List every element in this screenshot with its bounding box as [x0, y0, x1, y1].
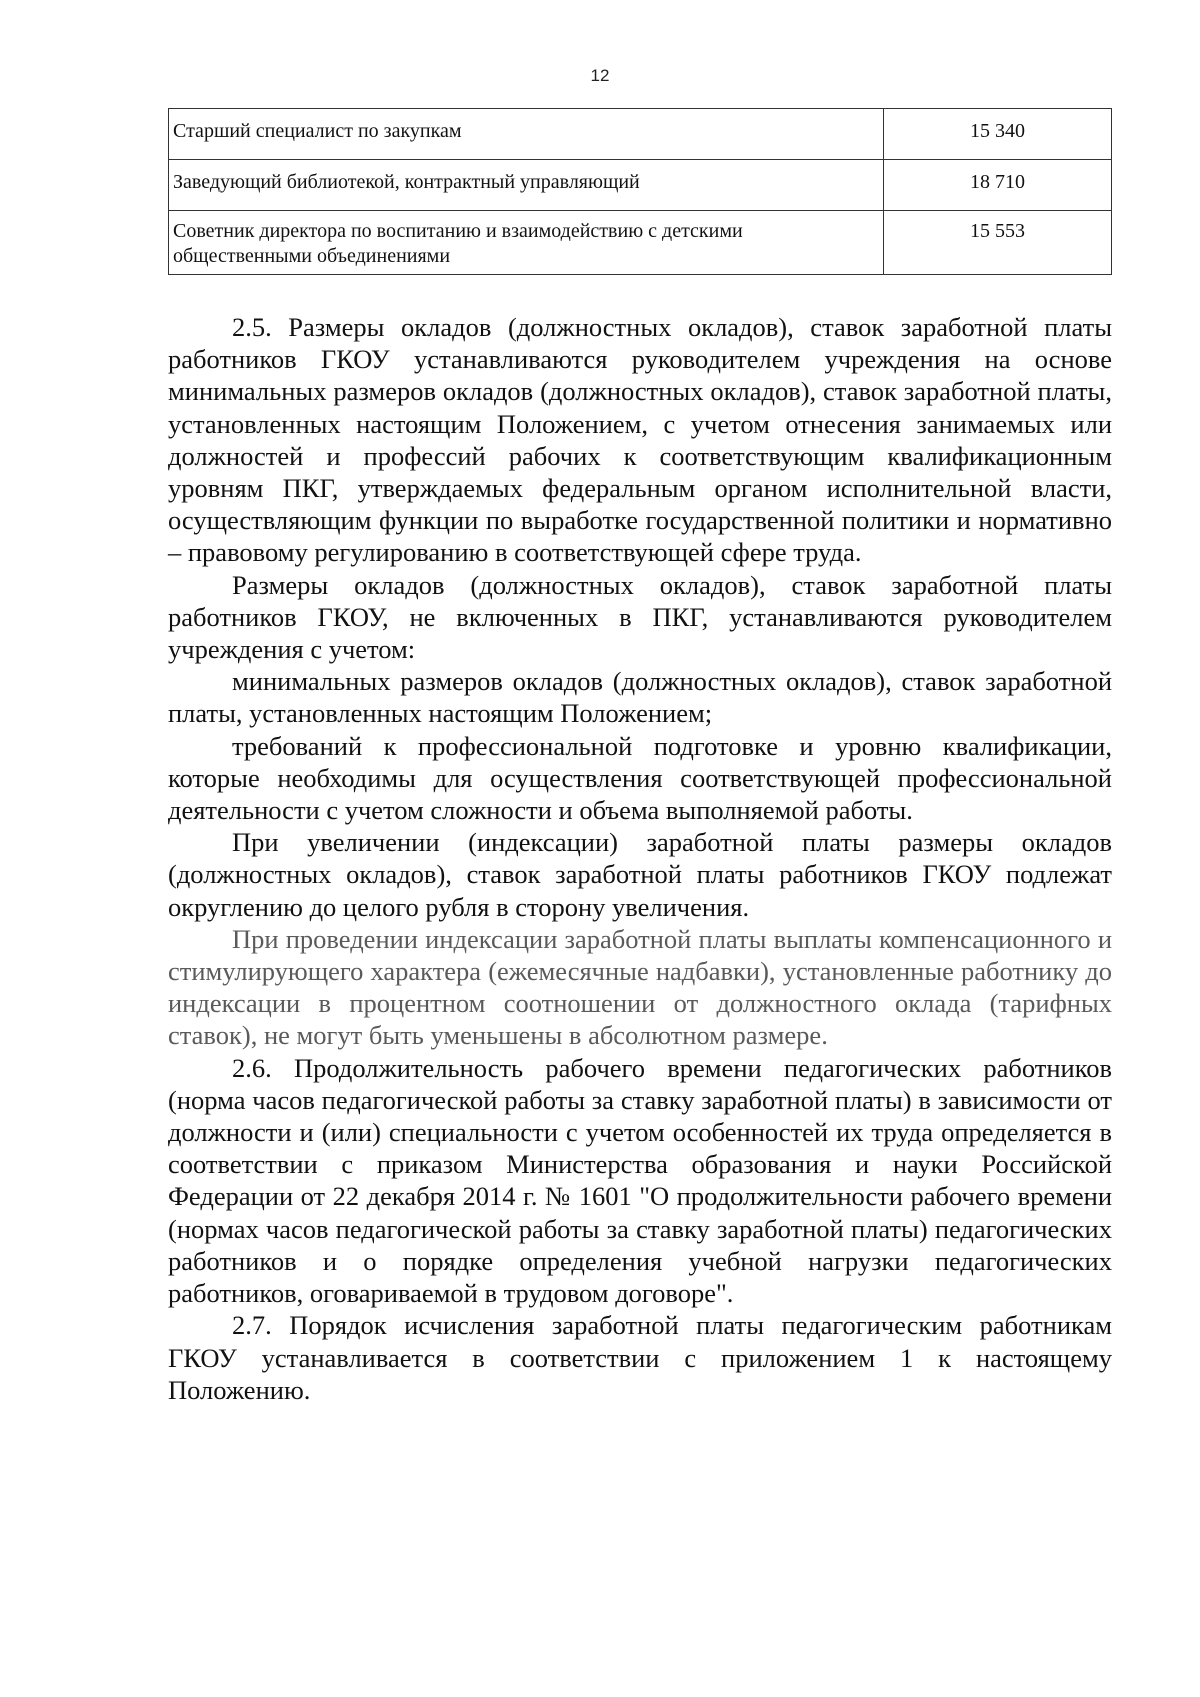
list-item: требований к профессиональной подготовке и уровню квалификации, которые необходимы для осуществления соответствующей профессиональной деятельности с учетом сложности и объема выполняемой работы. — [168, 730, 1112, 826]
paragraph-indexation-payments: При проведении индексации заработной платы выплаты компенсационного и стимулирующего характера (ежемесячные надбавки), установленные работнику до индексации в процентном соотношении от должностного оклада (тарифных ставок), не могут быть уменьшены в абсолютном размере. — [168, 923, 1112, 1051]
table-row — [169, 109, 1112, 160]
position-cell: Заведующий библиотекой, контрактный управляющий — [169, 160, 884, 211]
paragraph-2-6: 2.6. Продолжительность рабочего времени педагогических работников (норма часов педагогической работы за ставку заработной платы) в зависимости от должности и (или) специальности с учетом особенностей их труда определяется в соответствии с приказом Министерства образования и науки Российской Федерации от 22 декабря 2014 г. № 1601 "О продолжительности рабочего времени (нормах часов педагогической работы за ставку заработной платы) педагогических работников и о порядке определения учебной нагрузки педагогических работников, оговариваемой в трудовом договоре". — [168, 1052, 1112, 1309]
paragraph-salary-not-in-pkg: Размеры окладов (должностных окладов), ставок заработной платы работников ГКОУ, не включенных в ПКГ, устанавливаются руководителем учреждения с учетом: — [168, 569, 1112, 665]
position-cell: Старший специалист по закупкам — [169, 109, 884, 160]
page-number: 12 — [590, 66, 610, 85]
salary-table — [168, 108, 1112, 275]
paragraph-2-5: 2.5. Размеры окладов (должностных окладов), ставок заработной платы работников ГКОУ устанавливаются руководителем учреждения на основе минимальных размеров окладов (должностных окладов), ставок заработной платы, установленных настоящим Положением, с учетом отнесения занимаемых или должностей и профессий рабочих к соответствующим квалификационным уровням ПКГ, утверждаемых федеральным органом исполнительной власти, осуществляющим функции по выработке государственной политики и нормативно – правовому регулированию в соответствующей сфере труда. — [168, 312, 1112, 568]
salary-cell: 15 553 — [884, 211, 1112, 275]
table-row — [169, 160, 1112, 211]
paragraph-indexation-rounding: При увеличении (индексации) заработной платы размеры окладов (должностных окладов), ставок заработной платы работников ГКОУ подлежат округлению до целого рубля в сторону увеличения. — [168, 827, 1112, 922]
salary-cell: 18 710 — [884, 160, 1112, 211]
list-item: минимальных размеров окладов (должностных окладов), ставок заработной платы, установленных настоящим Положением; — [168, 666, 1112, 729]
table-row — [169, 211, 1112, 275]
position-cell: Советник директора по воспитанию и взаимодействию с детскими общественными объединениями — [169, 211, 884, 275]
paragraph-2-7: 2.7. Порядок исчисления заработной платы педагогическим работникам ГКОУ устанавливается в соответствии с приложением 1 к настоящему Положению. — [168, 1310, 1112, 1405]
document-body — [168, 311, 1112, 1406]
salary-cell: 15 340 — [884, 109, 1112, 160]
